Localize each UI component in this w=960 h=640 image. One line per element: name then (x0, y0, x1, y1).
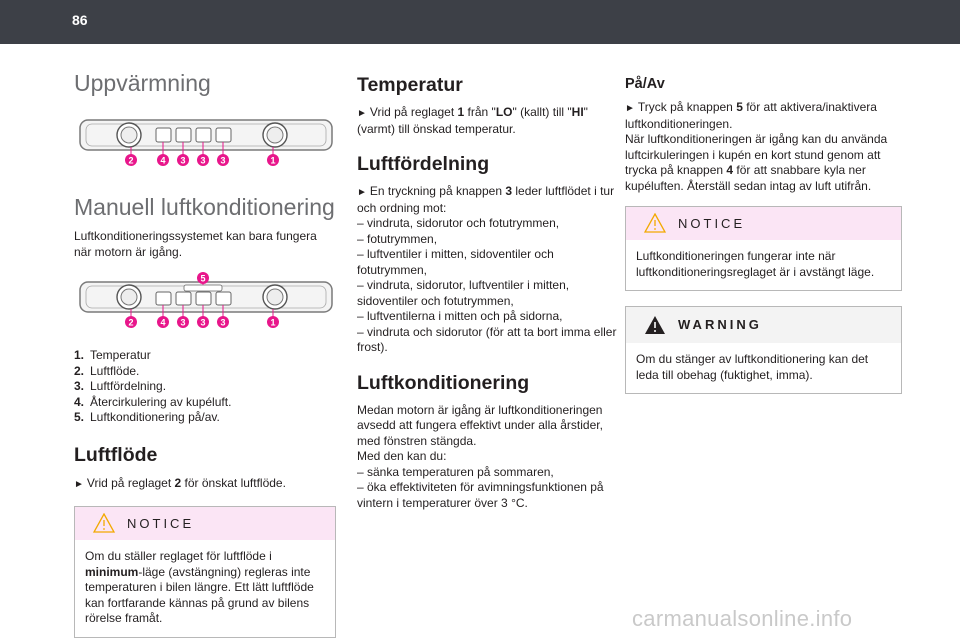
distribution-item: – vindruta, sidorutor, luftventiler i mitten, sidoventiler och fotutrymmen, (357, 278, 570, 308)
callout-label: 3 (200, 317, 206, 328)
intro-text: Luftkonditioneringssystemet kan bara fungera när motorn är igång. (74, 229, 317, 259)
temperature-instruction: ► Vrid på reglaget 1 från "LO" (kallt) till "HI" (varmt) till önskad temperatur. (357, 105, 588, 136)
callout-label: 5 (200, 273, 206, 284)
list-item: 2. Luftflöde. (74, 363, 140, 378)
distribution-item: – fotutrymmen, (357, 231, 438, 246)
notice-text: Luftkonditioneringen fungerar inte när luftkonditioneringsreglaget är i avstängt läge. (636, 249, 875, 279)
legend-list (74, 348, 336, 426)
column-middle (357, 74, 619, 511)
callout-label: 3 (180, 155, 186, 166)
callout-label: 3 (220, 155, 226, 166)
distribution-item: – luftventiler i mitten, sidoventiler och fotutrymmen, (357, 247, 554, 277)
airflow-instruction: ► Vrid på reglaget 2 för önskat luftflöde. (74, 475, 286, 490)
callout-label: 1 (270, 317, 276, 328)
distribution-instruction: ► En tryckning på knappen 3 leder luftflödet i tur och ordning mot: (357, 184, 615, 215)
onoff-text-2: När luftkonditioneringen är igång kan du använda luftcirkuleringen i kupén en kort stund genom att trycka på knappen 4 för att snabbare kyla ner kupéluften. Återställ sedan intag av luft utifrån. (625, 132, 888, 193)
heading-manual-ac: Manuell luftkonditionering (74, 194, 335, 220)
callout-label: 2 (128, 317, 134, 328)
arrow-bullet-icon: ► (357, 108, 367, 119)
caution-triangle-icon (644, 213, 666, 233)
arrow-bullet-icon: ► (625, 103, 635, 114)
callout-label: 1 (270, 155, 276, 166)
notice-box (74, 506, 336, 638)
warning-text: Om du stänger av luftkonditionering kan det leda till obehag (fuktighet, imma). (636, 352, 869, 382)
heading-heating: Uppvärmning (74, 70, 211, 96)
list-item: 4. Återcirkulering av kupéluft. (74, 394, 232, 409)
distribution-item: – vindruta, sidorutor och fotutrymmen, (357, 216, 560, 230)
warning-box (625, 306, 902, 394)
callout-label: 4 (160, 155, 166, 166)
ac-text: Medan motorn är igång är luftkonditioneringen avsedd att fungera effektivt under alla årstider, med fönstren stängda. (357, 402, 603, 448)
page-header-bar (0, 0, 960, 44)
column-left (74, 70, 336, 638)
page-number: 86 (72, 12, 88, 28)
list-item: 3. Luftfördelning. (74, 379, 167, 393)
heading-airflow: Luftflöde (74, 443, 158, 466)
list-item: 5. Luftkonditionering på/av. (74, 410, 220, 424)
caution-triangle-icon (93, 513, 115, 533)
heading-air-conditioning: Luftkonditionering (357, 371, 530, 394)
callout-label: 3 (200, 155, 206, 166)
control-panel-figure-1 (74, 116, 336, 172)
ac-text-2: Med den kan du: (357, 449, 447, 463)
notice-box (625, 206, 902, 291)
notice-title: NOTICE (678, 216, 746, 231)
callout-label: 4 (160, 317, 166, 328)
warning-triangle-icon (644, 315, 666, 335)
callout-label: 3 (180, 317, 186, 328)
arrow-bullet-icon: ► (74, 478, 84, 490)
heading-temperature: Temperatur (357, 74, 463, 96)
ac-item: – sänka temperaturen på sommaren, (357, 464, 554, 479)
control-panel-figure-2 (74, 272, 336, 334)
list-item: 1. Temperatur (74, 348, 151, 362)
arrow-bullet-icon: ► (357, 187, 367, 198)
callout-label: 3 (220, 317, 226, 328)
heading-on-off: På/Av (625, 76, 665, 92)
warning-title: WARNING (678, 317, 762, 332)
ac-item: – öka effektiviteten för avimningsfunktionen på vintern i temperaturer över 3 °C. (357, 480, 604, 510)
callout-label: 2 (128, 155, 134, 166)
watermark: carmanualsonline.info (632, 606, 853, 631)
onoff-instruction: ► Tryck på knappen 5 för att aktivera/inaktivera luftkonditioneringen. (625, 100, 877, 131)
distribution-item: – vindruta och sidorutor (för att ta bort imma eller frost). (357, 324, 617, 354)
distribution-item: – luftventilerna i mitten och på sidorna, (357, 309, 563, 323)
notice-text: Om du ställer reglaget för luftflöde i minimum-läge (avstängning) regleras inte temperaturen i bilen längre. Ett lätt luftflöde kan fortfarande kännas på grund av bilens rörelse framåt. (85, 549, 314, 625)
column-right (625, 76, 902, 394)
notice-title: NOTICE (127, 516, 195, 531)
heading-air-distribution: Luftfördelning (357, 153, 490, 175)
